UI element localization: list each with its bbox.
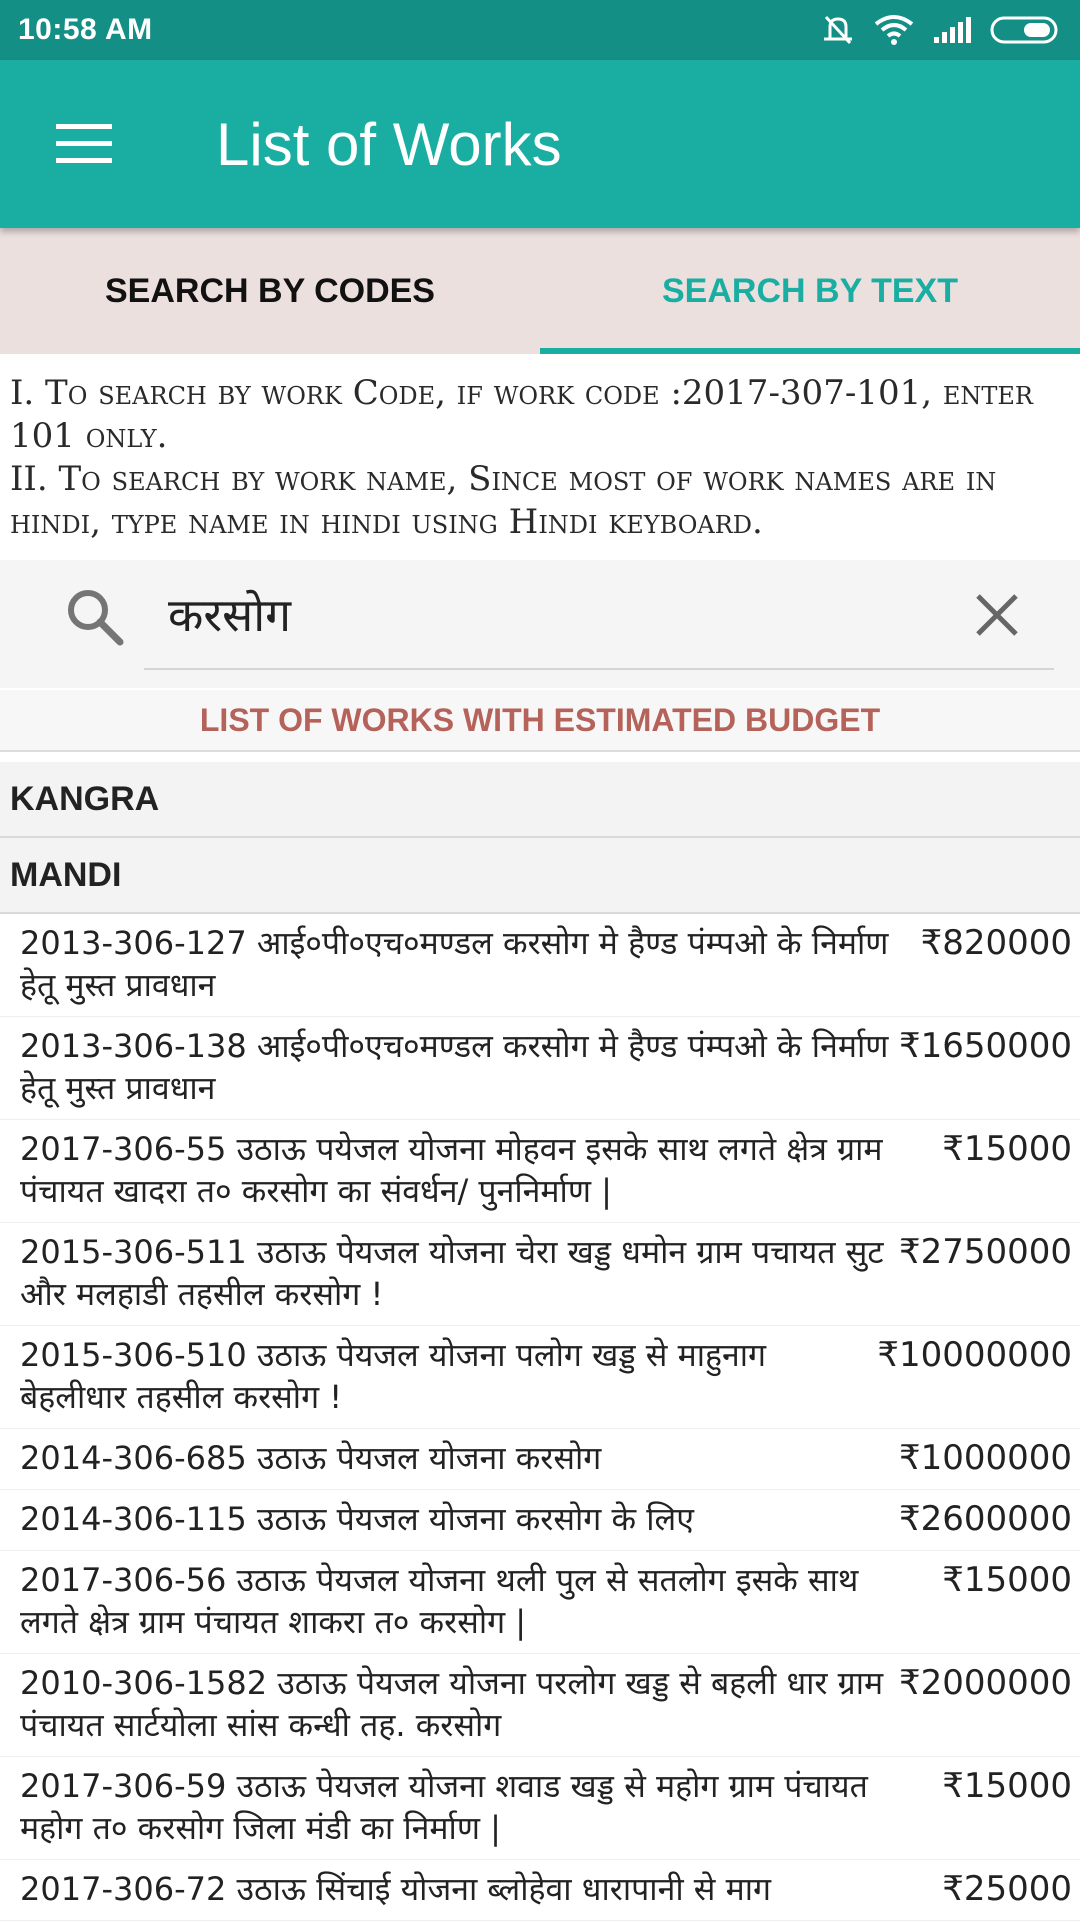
instruction-line-2: II. To search by work name, Since most of work names are in hindi, type name in hindi using Hindi keyboard. (10, 459, 997, 542)
list-item[interactable] (0, 1860, 1080, 1921)
tab-search-by-text[interactable]: SEARCH BY TEXT (540, 228, 1080, 354)
work-name: 2017-306-56 उठाऊ पेयजल योजना थली पुल से सतलोग इसके साथ लगते क्षेत्र ग्राम पंचायत शाकरा त० करसोग | (20, 1561, 859, 1641)
work-name: 2017-306-55 उठाऊ पयेजल योजना मोहवन इसके साथ लगते क्षेत्र ग्राम पंचायत खादरा त० करसोग का संवर्धन/ पुननिर्माण | (20, 1130, 883, 1210)
mute-vibrate-icon (820, 13, 856, 47)
work-amount: ₹1000000 (898, 1438, 1072, 1478)
work-name: 2010-306-1582 उठाऊ पेयजल योजना परलोग खड्ड से बहली धार ग्राम पंचायत सार्टयोला सांस कन्धी तह. करसोग (20, 1664, 884, 1744)
search-input[interactable] (144, 560, 1054, 670)
work-amount: ₹15000 (942, 1129, 1072, 1169)
work-amount: ₹820000 (920, 923, 1072, 963)
close-icon (966, 584, 1028, 646)
list-item[interactable] (0, 1551, 1080, 1654)
list-item[interactable] (0, 1017, 1080, 1120)
list-item[interactable] (0, 1654, 1080, 1757)
group-mandi[interactable]: MANDI (0, 838, 1080, 914)
instruction-line-1: I. To search by work Code, if work code :2017-307-101, enter 101 only. (10, 373, 1033, 456)
list-item[interactable] (0, 1120, 1080, 1223)
search-icon (62, 584, 128, 650)
work-name: 2015-306-510 उठाऊ पेयजल योजना पलोग खड्ड से माहुनाग बेहलीधार तहसील करसोग ! (20, 1336, 767, 1416)
work-amount: ₹2600000 (898, 1499, 1072, 1539)
menu-button[interactable] (24, 84, 144, 204)
work-amount: ₹2000000 (898, 1663, 1072, 1703)
work-amount: ₹15000 (942, 1560, 1072, 1600)
work-name: 2015-306-511 उठाऊ पेयजल योजना चेरा खड्ड धमोन ग्राम पचायत सुट और मलहाडी तहसील करसोग ! (20, 1233, 884, 1313)
works-list (0, 914, 1080, 1921)
list-item[interactable] (0, 914, 1080, 1017)
work-name: 2017-306-72 उठाऊ सिंचाई योजना ब्लोहेवा धारापानी से माग (20, 1870, 772, 1908)
list-item[interactable] (0, 1223, 1080, 1326)
list-item[interactable] (0, 1326, 1080, 1429)
list-item[interactable] (0, 1757, 1080, 1860)
work-amount: ₹2750000 (898, 1232, 1072, 1272)
status-time: 10:58 AM (18, 13, 153, 46)
clear-search-button[interactable] (966, 584, 1028, 646)
list-header: LIST OF WORKS WITH ESTIMATED BUDGET (0, 690, 1080, 752)
tab-search-by-codes[interactable]: SEARCH BY CODES (105, 271, 435, 310)
work-amount: ₹10000000 (877, 1335, 1072, 1375)
signal-icon (932, 15, 972, 45)
status-bar (0, 0, 1080, 60)
page-title: List of Works (216, 110, 562, 178)
work-name: 2014-306-115 उठाऊ पेयजल योजना करसोग के लिए (20, 1500, 694, 1538)
battery-icon (990, 15, 1062, 45)
hamburger-menu-icon (54, 122, 114, 166)
list-item[interactable] (0, 1490, 1080, 1551)
work-name: 2017-306-59 उठाऊ पेयजल योजना शवाड खड्ड से महोग ग्राम पंचायत महोग त० करसोग जिला मंडी का निर्माण | (20, 1767, 868, 1847)
group-kangra[interactable]: KANGRA (0, 762, 1080, 838)
list-item[interactable] (0, 1429, 1080, 1490)
work-name: 2013-306-127 आई०पी०एच०मण्डल करसोग मे हैण्ड पंम्पओ के निर्माण हेतू मुस्त प्रावधान (20, 924, 889, 1004)
instructions (10, 372, 1070, 544)
tab-bar (0, 228, 1080, 354)
app-bar (0, 60, 1080, 228)
work-amount: ₹1650000 (898, 1026, 1072, 1066)
work-name: 2013-306-138 आई०पी०एच०मण्डल करसोग मे हैण्ड पंम्पओ के निर्माण हेतू मुस्त प्रावधान (20, 1027, 889, 1107)
work-amount: ₹15000 (942, 1766, 1072, 1806)
wifi-icon (874, 14, 914, 46)
work-amount: ₹25000 (942, 1869, 1072, 1909)
status-icons (820, 13, 1062, 47)
work-name: 2014-306-685 उठाऊ पेयजल योजना करसोग (20, 1439, 602, 1477)
search-bar (0, 560, 1080, 688)
